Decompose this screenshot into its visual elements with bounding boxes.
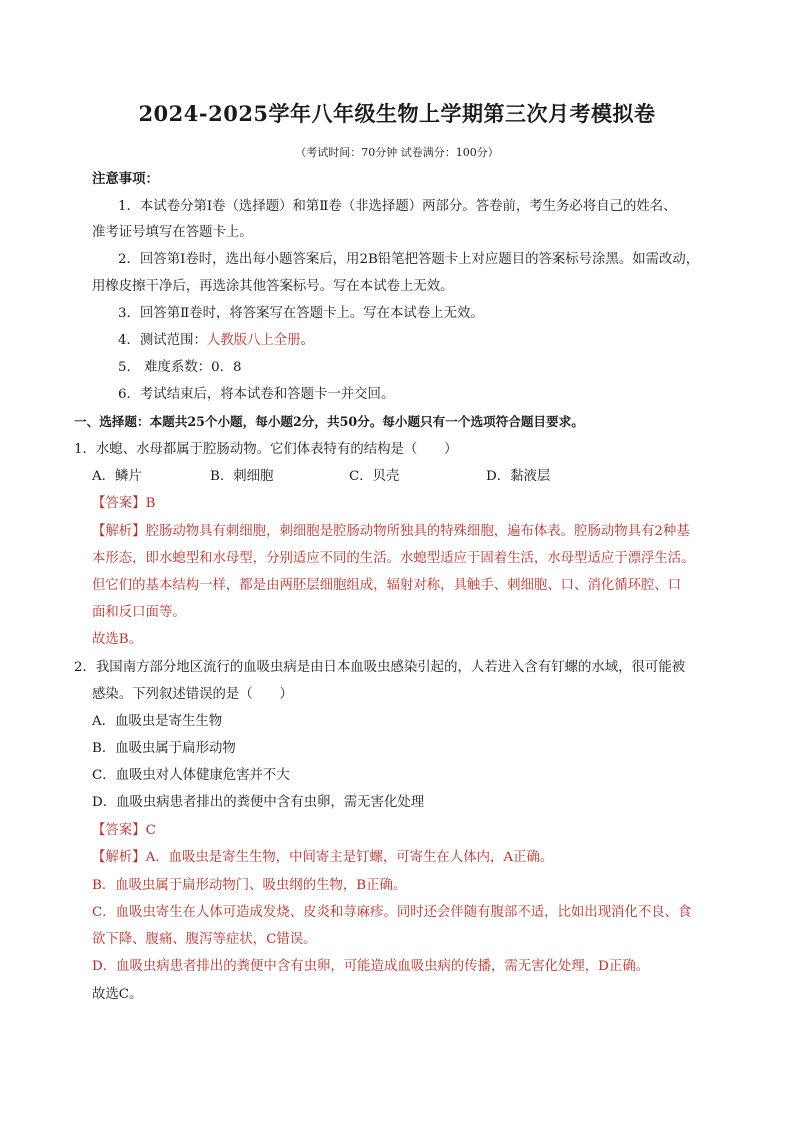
q2-analysis-label: 【解析】 — [92, 850, 146, 865]
q2-option-c: C．血吸虫对人体健康危害并不大 — [92, 768, 290, 783]
q1-analysis-text-1: 腔肠动物具有刺细胞，刺细胞是腔肠动物所独具的特殊细胞，遍布体表。腔肠动物具有2种基 — [145, 524, 690, 539]
note-6: 6．考试结束后，将本试卷和答题卡一并交回。 — [118, 387, 395, 402]
note-4 — [118, 332, 314, 350]
q1-analysis-line-2: 本形态，即水螅型和水母型，分别适应不同的生活。水螅型适应于固着生活，水母型适应于漂浮生活。 — [92, 551, 695, 566]
note-2-line-2: 用橡皮擦干净后，再选涂其他答案标号。写在本试卷上无效。 — [92, 279, 454, 294]
q2-answer — [92, 822, 156, 840]
notes-heading: 注意事项： — [92, 171, 159, 187]
test-range: 人教版八上全册 — [206, 333, 301, 348]
q1-answer — [92, 495, 155, 513]
q2-option-d: D．血吸虫病患者排出的粪便中含有虫卵，需无害化处理 — [92, 795, 425, 810]
note-1-line-2: 准考证号填写在答题卡上。 — [92, 225, 253, 240]
q1-answer-label: 【答案】 — [92, 496, 146, 511]
q1-analysis-label: 【解析】 — [92, 524, 146, 539]
note-4-prefix: 4．测试范围： — [118, 333, 207, 348]
q1-stem: 1．水螅、水母都属于腔肠动物。它们体表特有的结构是（ ） — [74, 442, 458, 457]
note-5: 5． 难度系数：0．8 — [118, 360, 242, 375]
note-1-line-1: 1．本试卷分第Ⅰ卷（选择题）和第Ⅱ卷（非选择题）两部分。答卷前，考生务必将自己的姓名、 — [118, 199, 677, 214]
q2-conclusion: 故选C。 — [92, 987, 143, 1002]
q2-answer-label: 【答案】 — [92, 823, 146, 838]
q2-answer-value: C — [145, 823, 156, 838]
q2-analysis-c-line-1: C．血吸虫寄生在人体可造成发烧、皮炎和荨麻疹。同时还会伴随有腹部不适，比如出现消化不良、食 — [92, 905, 692, 920]
q1-answer-value: B — [145, 496, 156, 511]
note-3: 3．回答第Ⅱ卷时，将答案写在答题卡上。写在本试卷上无效。 — [118, 306, 484, 321]
q1-option-a: A．鳞片 — [92, 469, 142, 484]
q2-analysis-a: A．血吸虫是寄生生物，中间寄主是钉螺，可寄生在人体内，A正确。 — [145, 850, 554, 865]
q2-stem-line-1: 2．我国南方部分地区流行的血吸虫病是由日本血吸虫感染引起的，人若进入含有钉螺的水域，很可能被 — [74, 660, 686, 675]
q2-option-b: B．血吸虫属于扁形动物 — [92, 741, 236, 756]
q1-analysis-line-4: 面和反口面等。 — [92, 605, 186, 620]
q2-stem-line-2: 感染。下列叙述错误的是（ ） — [92, 687, 293, 702]
page-title: 2024-2025学年八年级生物上学期第三次月考模拟卷 — [138, 101, 656, 126]
q2-analysis-line-a — [92, 849, 553, 867]
note-4-suffix: 。 — [300, 333, 314, 348]
q1-conclusion: 故选B。 — [92, 632, 143, 647]
q1-analysis-line-3: 但它们的基本结构一样，都是由两胚层细胞组成，辐射对称，具触手、刺细胞、口、消化循环腔、口 — [92, 578, 682, 593]
q1-option-c: C．贝壳 — [349, 469, 400, 484]
q1-option-d: D．黏液层 — [486, 469, 551, 484]
q1-analysis-line-1 — [92, 523, 690, 541]
exam-info: （考试时间：70分钟 试卷满分：100分） — [295, 146, 499, 159]
note-2-line-1: 2．回答第Ⅰ卷时，选出每小题答案后，用2B铅笔把答题卡上对应题目的答案标号涂黑。如需改动， — [118, 252, 700, 267]
q2-analysis-d: D．血吸虫病患者排出的粪便中含有虫卵，可能造成血吸虫病的传播，需无害化处理，D正确。 — [92, 959, 650, 974]
q2-analysis-c-line-2: 欲下降、腹痛、腹泻等症状，C错误。 — [92, 932, 317, 947]
q2-option-a: A．血吸虫是寄生生物 — [92, 714, 223, 729]
section-heading: 一、选择题：本题共25个小题，每小题2分，共50分。每小题只有一个选项符合题目要求。 — [74, 414, 584, 429]
q1-option-b: B．刺细胞 — [210, 469, 274, 484]
q2-analysis-b: B．血吸虫属于扁形动物门、吸虫纲的生物，B正确。 — [92, 878, 407, 893]
